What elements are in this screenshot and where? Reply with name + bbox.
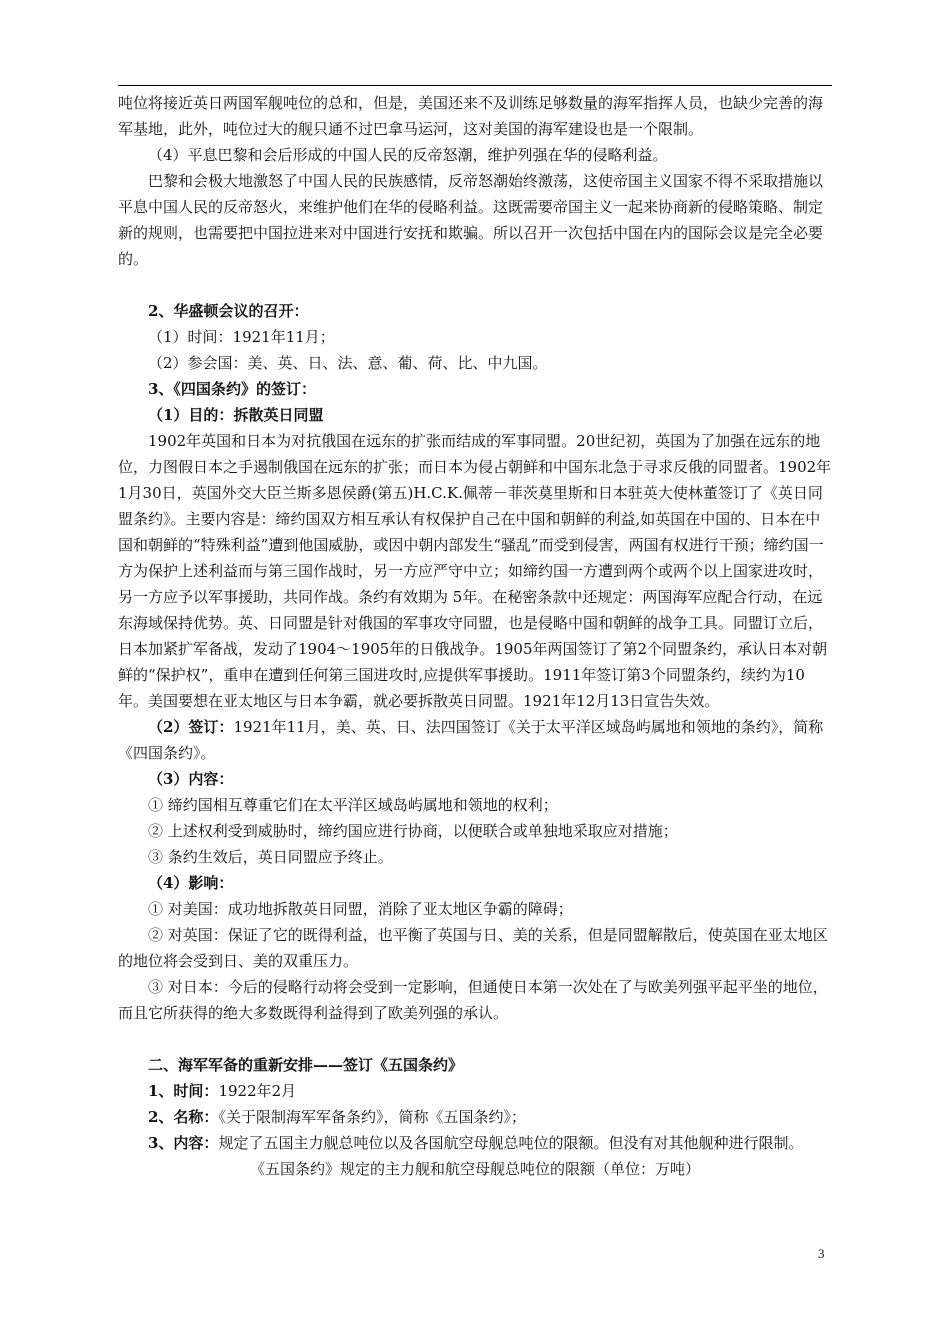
- body-paragraph: ③ 对日本：今后的侵略行动将会受到一定影响，但通使日本第一次处在了与欧美列强平起平坐的地位，而且它所获得的绝大多数既得利益得到了欧美列强的承认。: [118, 978, 828, 1022]
- section-heading: 2、华盛顿会议的召开：: [148, 302, 309, 320]
- body-paragraph: 1902年英国和日本为对抗俄国在远东的扩张而结成的军事同盟。20世纪初，英国为了加强在远东的地位，力图假日本之手遏制俄国在远东的扩张；而日本为侵占朝鲜和中国东北急于寻求反俄的同盟者。1902年1月30日，英国外交大臣兰斯多恩侯爵(第五)H.C.K.佩蒂－菲茨莫里斯和日本驻英大使林董签订了《英日同盟条约》。主要内容是：缔约国双方相互承认有权保护自己在中国和朝鲜的利益,如英国在中国的、日本在中国和朝鲜的“特殊利益”遭到他国威胁，或因中朝内部发生“骚乱”而受到侵害，两国有权进行干预；缔约国一方为保护上述利益而与第三国作战时，另一方应严守中立；如缔约国一方遭到两个或两个以上国家进攻时，另一方应予以军事援助，共同作战。条约有效期为 5年。在秘密条款中还规定：两国海军应配合行动，在远东海域保持优势。英、日同盟是针对俄国的军事攻守同盟，也是侵略中国和朝鲜的战争工具。同盟订立后，日本加紧扩军备战，发动了1904～1905年的日俄战争。1905年两国签订了第2个同盟条约，承认日本对朝鲜的“保护权”，重申在遭到任何第三国进攻时,应提供军事援助。1911年签订第3个同盟条约，续约为10年。美国要想在亚太地区与日本争霸，就必要拆散英日同盟。1921年12月13日宣告失效。: [118, 432, 832, 710]
- body-paragraph: （4）平息巴黎和会后形成的中国人民的反帝怒潮，维护列强在华的侵略利益。: [148, 146, 668, 164]
- page-number: 3: [818, 1246, 825, 1261]
- body-paragraph: ② 对英国：保证了它的既得利益，也平衡了英国与日、美的关系，但是同盟解散后，使英国在亚太地区的地位将会受到日、美的双重压力。: [118, 926, 828, 970]
- section-heading: （1）目的：拆散英日同盟: [148, 406, 324, 424]
- blank-line: [118, 1026, 832, 1052]
- body-paragraph: （1）时间：1921年11月；: [148, 328, 335, 346]
- paragraph-label: 3、内容：: [148, 1134, 219, 1152]
- labeled-paragraph: [118, 714, 832, 766]
- header-rule: [118, 85, 832, 86]
- labeled-paragraph: [118, 1130, 832, 1156]
- paragraph-text: 1921年11月，美、英、日、法四国签订《关于太平洋区域岛屿属地和领地的条约》，简称《四国条约》。: [118, 718, 824, 762]
- section-heading: （4）影响：: [148, 874, 234, 892]
- section-heading: （3）内容：: [148, 770, 234, 788]
- paragraph-label: 2、名称：: [148, 1108, 219, 1126]
- body-paragraph: （2）参会国：美、英、日、法、意、葡、荷、比、中九国。: [148, 354, 548, 372]
- paragraph-text: 规定了五国主力舰总吨位以及各国航空母舰总吨位的限额。但没有对其他舰种进行限制。: [218, 1134, 804, 1152]
- blank-line: [118, 272, 832, 298]
- body-paragraph: ① 对美国：成功地拆散英日同盟，消除了亚太地区争霸的障碍；: [148, 900, 573, 918]
- document-body: [118, 90, 832, 1182]
- body-paragraph: 吨位将接近英日两国军舰吨位的总和，但是，美国还来不及训练足够数量的海军指挥人员，也缺少完善的海军基地，此外，吨位过大的舰只通不过巴拿马运河，这对美国的海军建设也是一个限制。: [118, 94, 824, 138]
- body-paragraph: 巴黎和会极大地激怒了中国人民的民族感情，反帝怒潮始终激荡，这使帝国主义国家不得不采取措施以平息中国人民的反帝怒火，来维护他们在华的侵略利益。这既需要帝国主义一起来协商新的侵略策略、制定新的规则，也需要把中国拉进来对中国进行安抚和欺骗。所以召开一次包括中国在内的国际会议是完全必要的。: [118, 172, 824, 268]
- section-heading: 3、《四国条约》的签订：: [148, 380, 316, 398]
- paragraph-text: 1922年2月: [218, 1082, 297, 1100]
- body-paragraph: ② 上述权利受到威胁时，缔约国应进行协商，以便联合或单独地采取应对措施；: [148, 822, 678, 840]
- labeled-paragraph: [118, 1078, 832, 1104]
- paragraph-text: 《关于限制海军军备条约》，简称《五国条约》；: [218, 1108, 526, 1126]
- body-paragraph: ③ 条约生效后，英日同盟应予终止。: [148, 848, 393, 866]
- section-heading: 二、海军军备的重新安排——签订《五国条约》: [148, 1056, 464, 1074]
- table-caption: 《五国条约》规定的主力舰和航空母舰总吨位的限额（单位：万吨）: [249, 1160, 700, 1178]
- body-paragraph: ① 缔约国相互尊重它们在太平洋区域岛屿属地和领地的权利；: [148, 796, 558, 814]
- labeled-paragraph: [118, 1104, 832, 1130]
- paragraph-label: 1、时间：: [148, 1082, 219, 1100]
- paragraph-label: （2）签订：: [148, 718, 234, 736]
